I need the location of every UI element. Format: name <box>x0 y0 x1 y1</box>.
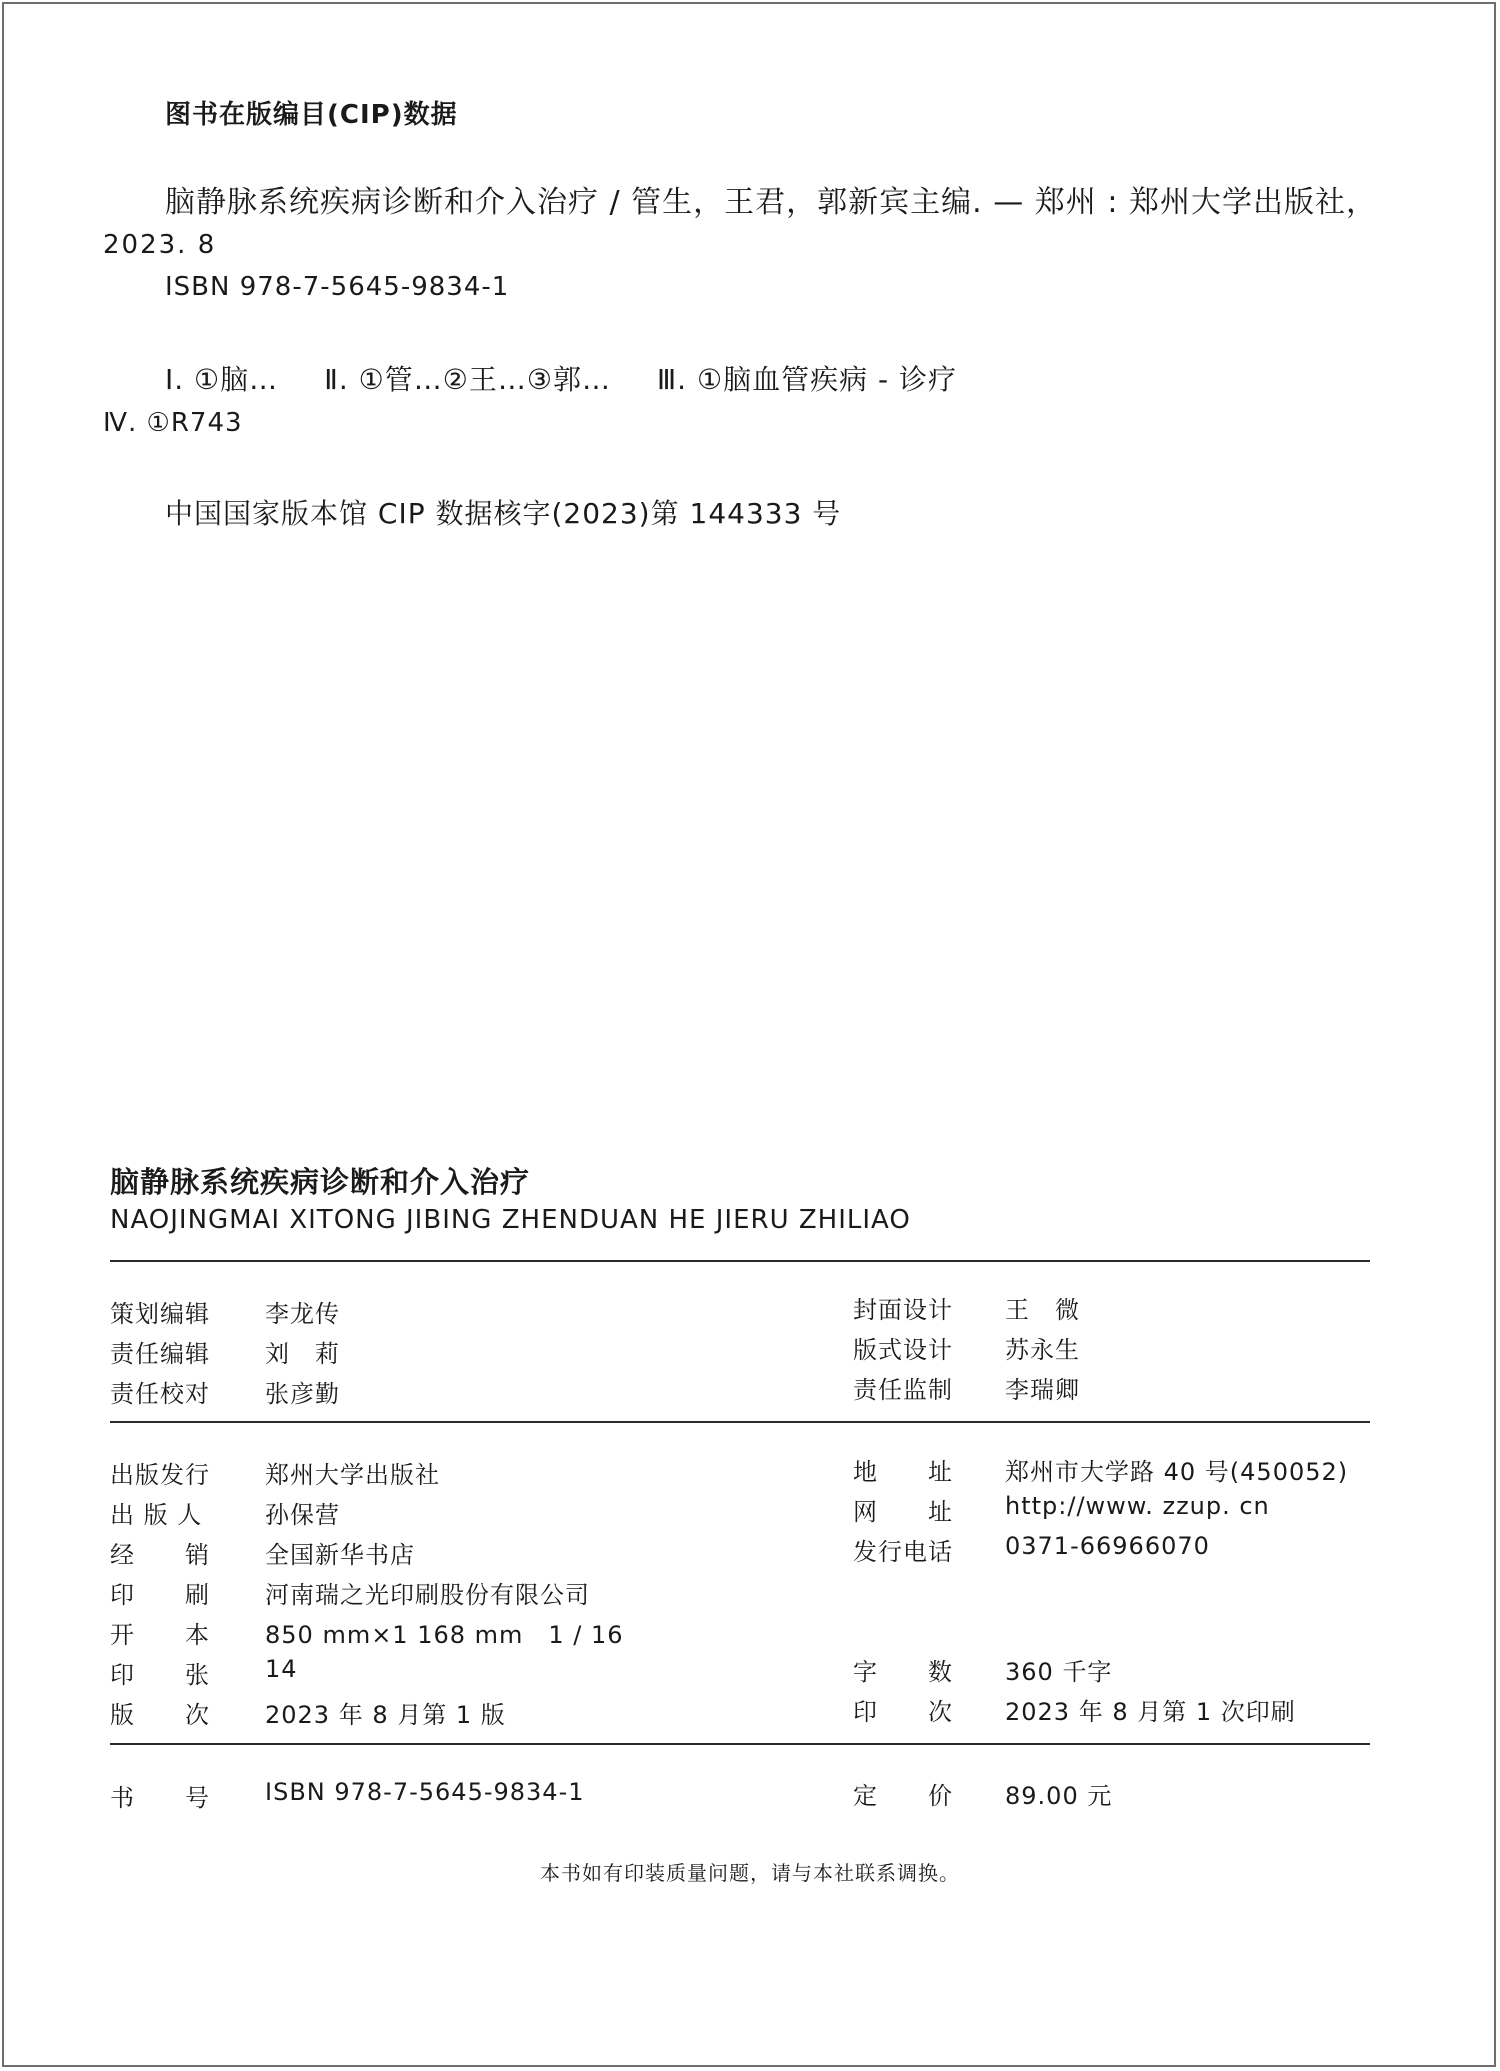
printing-label: 印 刷 <box>110 1581 210 1609</box>
layout-design-label: 版式设计 <box>853 1336 953 1364</box>
cip-record-line: 脑静脉系统疾病诊断和介入治疗 / 管生，王君，郭新宾主编. — 郑州 : 郑州大学出版社， <box>165 185 1377 220</box>
sheets: 14 <box>265 1655 298 1683</box>
planning-editor-label: 策划编辑 <box>110 1300 210 1328</box>
planning-editor: 李龙传 <box>265 1300 340 1328</box>
issuer: 孙保营 <box>265 1501 340 1529</box>
cip-classification-clc: Ⅳ. ①R743 <box>103 408 243 438</box>
page-border <box>2 2 1496 2067</box>
supervisor: 李瑞卿 <box>1005 1376 1080 1404</box>
cip-classification <box>165 358 957 398</box>
responsible-editor-label: 责任编辑 <box>110 1340 210 1368</box>
cip-record-date: 2023. 8 <box>103 230 217 260</box>
proofreader-label: 责任校对 <box>110 1380 210 1408</box>
price: 89.00 元 <box>1005 1782 1113 1810</box>
printer: 河南瑞之光印刷股份有限公司 <box>265 1581 590 1609</box>
address-label: 地 址 <box>853 1458 953 1486</box>
book-title: 脑静脉系统疾病诊断和介入治疗 <box>110 1165 531 1199</box>
website: http://www. zzup. cn <box>1005 1492 1270 1520</box>
format-label: 开 本 <box>110 1621 210 1649</box>
address: 郑州市大学路 40 号(450052) <box>1005 1458 1349 1486</box>
cover-design-label: 封面设计 <box>853 1296 953 1324</box>
book-number: ISBN 978-7-5645-9834-1 <box>265 1778 585 1806</box>
supervisor-label: 责任监制 <box>853 1376 953 1404</box>
phone: 0371-66966070 <box>1005 1532 1210 1560</box>
website-label: 网 址 <box>853 1498 953 1526</box>
distribution-label: 经 销 <box>110 1541 210 1569</box>
cip-isbn: ISBN 978-7-5645-9834-1 <box>165 272 510 302</box>
edition: 2023 年 8 月第 1 版 <box>265 1701 506 1729</box>
responsible-editor: 刘 莉 <box>265 1340 340 1368</box>
divider <box>110 1743 1370 1745</box>
impression-label: 印 次 <box>853 1698 953 1726</box>
phone-label: 发行电话 <box>853 1538 953 1566</box>
divider <box>110 1421 1370 1423</box>
cip-classification-item: Ⅲ. ①脑血管疾病 - 诊疗 <box>656 363 957 396</box>
proofreader: 张彦勤 <box>265 1380 340 1408</box>
format: 850 mm×1 168 mm 1 / 16 <box>265 1621 624 1649</box>
word-count: 360 千字 <box>1005 1658 1113 1686</box>
distribution: 全国新华书店 <box>265 1541 415 1569</box>
book-title-pinyin: NAOJINGMAI XITONG JIBING ZHENDUAN HE JIERU ZHILIAO <box>110 1205 911 1235</box>
layout-design: 苏永生 <box>1005 1336 1080 1364</box>
cip-verification: 中国国家版本馆 CIP 数据核字(2023)第 144333 号 <box>165 497 842 530</box>
impression: 2023 年 8 月第 1 次印刷 <box>1005 1698 1296 1726</box>
cover-design: 王 微 <box>1005 1296 1080 1324</box>
word-count-label: 字 数 <box>853 1658 953 1686</box>
cip-classification-item: Ⅰ. ①脑… <box>165 363 279 396</box>
edition-label: 版 次 <box>110 1701 210 1729</box>
book-number-label: 书 号 <box>110 1784 210 1812</box>
divider <box>110 1260 1370 1262</box>
cip-title: 图书在版编目(CIP)数据 <box>165 100 458 130</box>
issuer-label: 出 版 人 <box>110 1501 203 1529</box>
publisher: 郑州大学出版社 <box>265 1461 440 1489</box>
cip-classification-item: Ⅱ. ①管…②王…③郭… <box>324 363 611 396</box>
sheets-label: 印 张 <box>110 1661 210 1689</box>
price-label: 定 价 <box>853 1782 953 1810</box>
publisher-label: 出版发行 <box>110 1461 210 1489</box>
quality-notice: 本书如有印装质量问题，请与本社联系调换。 <box>540 1861 960 1885</box>
